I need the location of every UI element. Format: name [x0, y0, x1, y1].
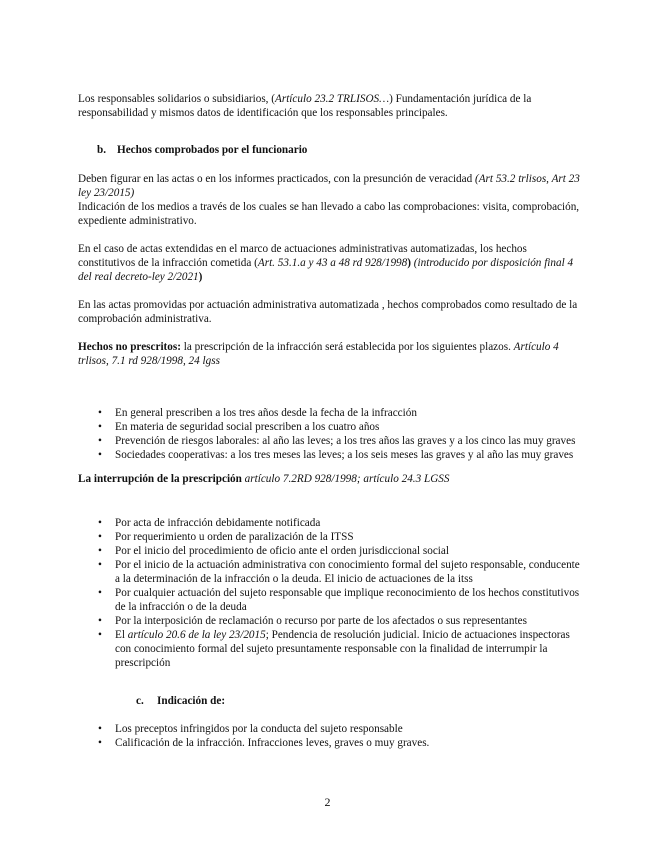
text-run: ; Pendencia de resolución judicial. Inicio de actuaciones inspectoras con conocimiento formal del sujeto presuntamente responsable con la finalidad de interrumpir la prescripción [115, 629, 570, 669]
list-interrupcion [78, 516, 580, 670]
legal-reference: (Art 53.2 trlisos, Art 23 ley 23/2015) [78, 173, 580, 199]
document-page [78, 92, 580, 750]
list-item: • Por requerimiento u orden de paralización de la ITSS [78, 530, 580, 544]
text-run: la prescripción de la infracción será establecida por los siguientes plazos. [180, 341, 514, 353]
paragraph-interrupcion-prescripcion [78, 472, 580, 486]
legal-reference: (introducido por disposición final 4 del real decreto-ley 2/2021 [78, 257, 574, 283]
bold-label: La interrupción de la prescripción [78, 473, 242, 485]
list-item: • Los preceptos infringidos por la conducta del sujeto responsable [78, 722, 580, 736]
section-heading-b [78, 143, 580, 157]
legal-reference: Art. 53.1.a y 43 a 48 rd 928/1998 [257, 257, 408, 269]
list-item: • En materia de seguridad social prescriben a los cuatro años [78, 420, 580, 434]
legal-reference: Artículo 23.2 TRLISOS… [275, 93, 390, 105]
paragraph-actas-promovidas: En las actas promovidas por actuación administrativa automatizada , hechos comprobados como resultado de la comprobación administrativa. [78, 299, 578, 325]
section-letter: c. [136, 695, 144, 707]
paragraph-indicacion-medios: Indicación de los medios a través de los cuales se han llevado a cabo las comprobaciones: visita, comprobación, expediente administrativo. [78, 201, 580, 227]
list-item: • Por el inicio de la actuación administrativa con conocimiento formal del sujeto responsable, conducente a la determinación de la infracción o la deuda. El inicio de actuaciones de la itss [78, 558, 580, 586]
section-title: Indicación de: [157, 695, 226, 707]
list-item: • Prevención de riesgos laborales: al año las leves; a los tres años las graves y a los cinco las muy graves [78, 434, 580, 448]
paragraph-responsables-solidarios [78, 92, 580, 120]
list-item: • En general prescriben a los tres años desde la fecha de la infracción [78, 406, 580, 420]
text-run: Los responsables solidarios o subsidiarios, ( [78, 93, 276, 105]
list-item: • Calificación de la infracción. Infracciones leves, graves o muy graves. [78, 736, 580, 750]
section-heading-c [78, 694, 580, 708]
paragraph-deben-figurar [78, 172, 580, 200]
bold-label: Hechos no prescritos: [78, 341, 181, 353]
list-item: • Sociedades cooperativas: a los tres meses las leves; a los seis meses las graves y al año las muy graves [78, 448, 580, 462]
paragraph-hechos-no-prescritos [78, 340, 580, 368]
section-title: Hechos comprobados por el funcionario [117, 144, 308, 156]
list-item: • Por acta de infracción debidamente notificada [78, 516, 580, 530]
page-number: 2 [324, 795, 331, 809]
text-run: Deben figurar en las actas o en los informes practicados, con la presunción de veracidad [78, 173, 475, 185]
section-letter: b. [97, 144, 107, 156]
legal-reference: artículo 20.6 de la ley 23/2015 [127, 629, 266, 641]
list-item [78, 628, 580, 670]
text-run: El [115, 629, 128, 641]
legal-reference: Artículo 4 trlisos, 7.1 rd 928/1998, 24 lgss [78, 341, 559, 367]
text-run: ) [407, 257, 414, 269]
list-item: • Por la interposición de reclamación o recurso por parte de los afectados o sus representantes [78, 614, 580, 628]
paragraph-actas-extendidas [78, 242, 580, 284]
text-run: ) Fundamentación jurídica de la responsabilidad y mismos datos de identificación que los responsables principales. [78, 93, 532, 119]
list-item: • Por cualquier actuación del sujeto responsable que implique reconocimiento de los hechos constitutivos de la infracción o de la deuda [78, 586, 580, 614]
list-item: • Por el inicio del procedimiento de oficio ante el orden jurisdiccional social [78, 544, 580, 558]
text-run: En el caso de actas extendidas en el marco de actuaciones administrativas automatizadas, los hechos constitutivos de la infracción cometida ( [78, 243, 527, 269]
list-plazos-prescripcion [78, 406, 580, 462]
list-indicacion [78, 722, 580, 750]
text-run: ) [198, 271, 203, 283]
legal-reference: artículo 7.2RD 928/1998; artículo 24.3 LGSS [241, 473, 450, 485]
